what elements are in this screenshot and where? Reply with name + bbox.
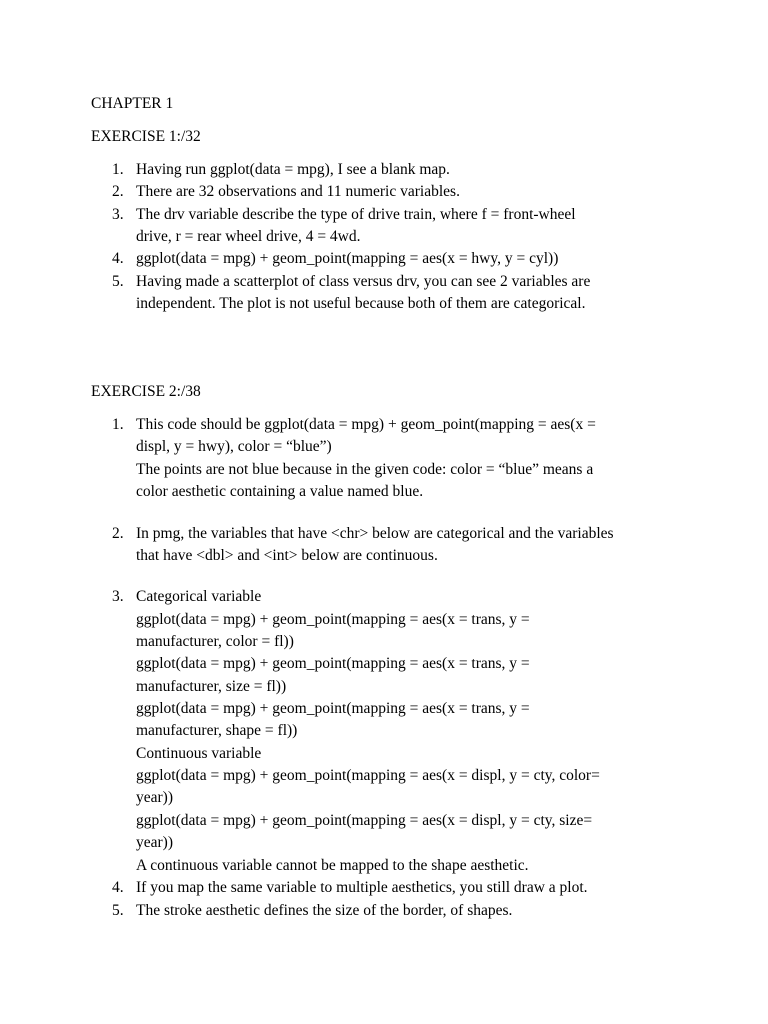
ex2-item-5-text: The stroke aesthetic defines the size of the border, of shapes.: [136, 902, 513, 919]
ex2-item-4-text: If you map the same variable to multiple aesthetics, you still draw a plot.: [136, 879, 588, 896]
ex1-item-5-text-line-1: Having made a scatterplot of class versus drv, you can see 2 variables are: [136, 273, 591, 290]
ex1-item-4-number: 4.: [112, 250, 124, 267]
ex2-item-1-text-line-4: color aesthetic containing a value named blue.: [136, 483, 424, 500]
ex1-item-5-text-line-2: independent. The plot is not useful because both of them are categorical.: [136, 295, 586, 312]
ex2-item-1-number: 1.: [112, 416, 124, 433]
ex2-item-3-text-line-12: year)): [136, 834, 173, 851]
ex2-item-3-text-line-1: Categorical variable: [136, 588, 262, 605]
ex2-item-3-text-line-10: year)): [136, 789, 173, 806]
ex2-item-3-text-line-9: ggplot(data = mpg) + geom_point(mapping = aes(x = displ, y = cty, color=: [136, 767, 600, 784]
ex1-item-3-text-line-2: drive, r = rear wheel drive, 4 = 4wd.: [136, 228, 361, 245]
ex2-item-1-text-line-3: The points are not blue because in the given code: color = “blue” means a: [136, 461, 594, 478]
ex2-item-2-number: 2.: [112, 525, 124, 542]
ex2-item-2-text-line-2: that have <dbl> and <int> below are continuous.: [136, 547, 438, 564]
ex2-item-3-number: 3.: [112, 588, 124, 605]
ex2-item-3-text-line-8: Continuous variable: [136, 745, 262, 762]
ex2-item-3-text-line-13: A continuous variable cannot be mapped to the shape aesthetic.: [136, 857, 529, 874]
ex2-item-3-text-line-6: ggplot(data = mpg) + geom_point(mapping = aes(x = trans, y =: [136, 700, 530, 717]
ex1-item-2-text: There are 32 observations and 11 numeric variables.: [136, 183, 460, 200]
ex1-item-5-number: 5.: [112, 273, 124, 290]
ex2-item-3-text-line-2: ggplot(data = mpg) + geom_point(mapping = aes(x = trans, y =: [136, 611, 530, 628]
ex2-item-1-text-line-1: This code should be ggplot(data = mpg) + geom_point(mapping = aes(x =: [136, 416, 596, 433]
ex2-item-4-number: 4.: [112, 879, 124, 896]
ex1-item-3-number: 3.: [112, 206, 124, 223]
ex2-item-3-text-line-7: manufacturer, shape = fl)): [136, 722, 298, 739]
ex2-item-3-text-line-3: manufacturer, color = fl)): [136, 633, 294, 650]
exercise-1-title: EXERCISE 1:/32: [91, 128, 201, 145]
ex2-item-2-text-line-1: In pmg, the variables that have <chr> below are categorical and the variables: [136, 525, 614, 542]
ex2-item-3-text-line-11: ggplot(data = mpg) + geom_point(mapping = aes(x = displ, y = cty, size=: [136, 812, 593, 829]
exercise-2-title: EXERCISE 2:/38: [91, 383, 201, 400]
ex1-item-4-text: ggplot(data = mpg) + geom_point(mapping = aes(x = hwy, y = cyl)): [136, 250, 559, 267]
ex1-item-1-number: 1.: [112, 161, 124, 178]
chapter-title: CHAPTER 1: [91, 95, 174, 112]
ex2-item-5-number: 5.: [112, 902, 124, 919]
ex1-item-1-text: Having run ggplot(data = mpg), I see a blank map.: [136, 161, 450, 178]
ex1-item-3-text-line-1: The drv variable describe the type of drive train, where f = front-wheel: [136, 206, 576, 223]
ex1-item-2-number: 2.: [112, 183, 124, 200]
ex2-item-3-text-line-5: manufacturer, size = fl)): [136, 678, 287, 695]
ex2-item-3-text-line-4: ggplot(data = mpg) + geom_point(mapping = aes(x = trans, y =: [136, 655, 530, 672]
ex2-item-1-text-line-2: displ, y = hwy), color = “blue”): [136, 438, 332, 455]
